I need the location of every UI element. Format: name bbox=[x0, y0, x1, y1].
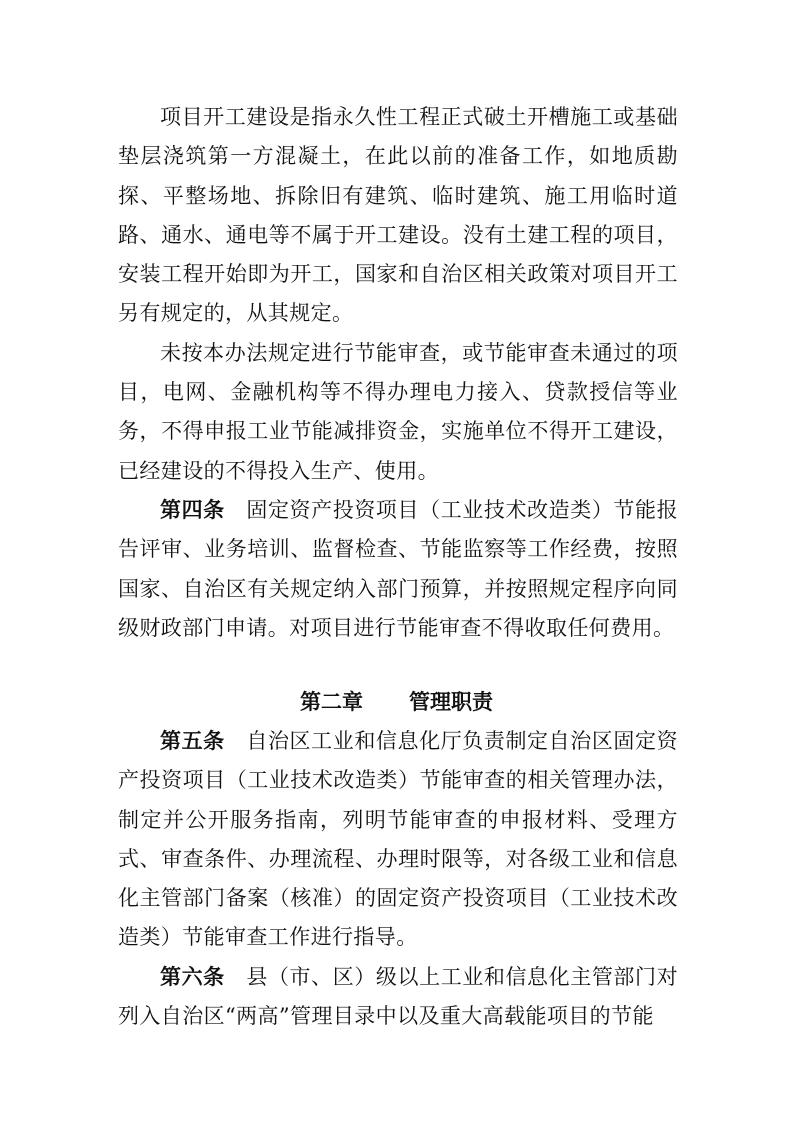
chapter-heading bbox=[0, 682, 793, 722]
paragraph-article-4 bbox=[118, 491, 678, 648]
article-4-heading: 第四条 bbox=[160, 497, 225, 522]
chapter-title: 管理职责 bbox=[409, 690, 493, 714]
paragraph-article-5 bbox=[118, 722, 678, 958]
body-text-bottom bbox=[118, 722, 678, 1036]
article-5-heading: 第五条 bbox=[160, 729, 225, 753]
paragraph-unapproved-projects: 未按本办法规定进行节能审查，或节能审查未通过的项目，电网、金融机构等不得办理电力接入、贷款授信等业务，不得申报工业节能减排资金，实施单位不得开工建设，已经建设的不得投入生产、使用。 bbox=[118, 340, 678, 483]
paragraph-article-6 bbox=[118, 958, 678, 1037]
paragraph-project-start-definition: 项目开工建设是指永久性工程正式破土开槽施工或基础垫层浇筑第一方混凝土，在此以前的准备工作，如地质勘探、平整场地、拆除旧有建筑、临时建筑、施工用临时道路、通水、通电等不属于开工建设。没有土建工程的项目，安装工程开始即为开工，国家和自治区相关政策对项目开工另有规定的，从其规定。 bbox=[118, 105, 678, 326]
body-text-top bbox=[118, 98, 678, 648]
article-4-text: 固定资产投资项目（工业技术改造类）节能报告评审、业务培训、监督检查、节能监察等工作经费，按照国家、自治区有关规定纳入部门预算，并按照规定程序向同级财政部门申请。对项目进行节能审查不得收取任何费用。 bbox=[118, 497, 679, 640]
article-6-heading: 第六条 bbox=[160, 964, 225, 989]
article-6-text: 县（市、区）级以上工业和信息化主管部门对列入自治区“两高”管理目录中以及重大高载能项目的节能 bbox=[118, 964, 679, 1029]
article-5-text: 自治区工业和信息化厅负责制定自治区固定资产投资项目（工业技术改造类）节能审查的相关管理办法，制定并公开服务指南，列明节能审查的申报材料、受理方式、审查条件、办理流程、办理时限等，对各级工业和信息化主管部门备案（核准）的固定资产投资项目（工业技术改造类）节能审查工作进行指导。 bbox=[118, 729, 679, 950]
chapter-number: 第二章 bbox=[300, 690, 363, 714]
